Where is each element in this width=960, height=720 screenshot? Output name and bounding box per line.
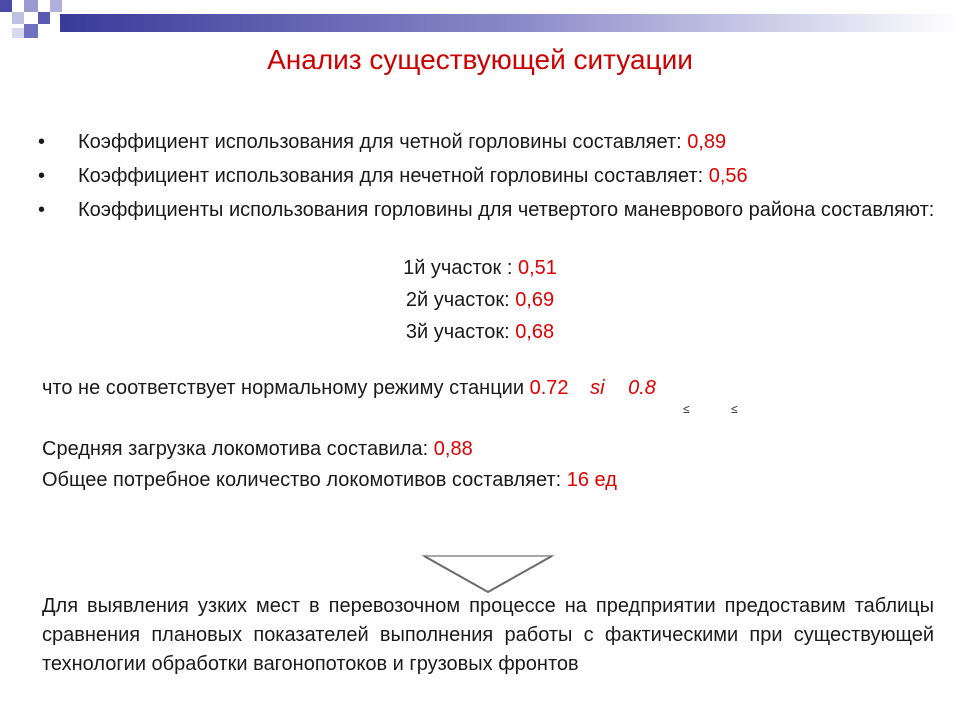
header-banner <box>0 0 960 40</box>
section-label: 2й участок: <box>405 289 510 311</box>
section-value: 0,69 <box>515 289 555 311</box>
bullet-text: Коэффициент использования для нечетной горловины составляет: <box>78 165 704 187</box>
bullet-value: 0,56 <box>708 165 748 187</box>
section-row <box>0 284 960 316</box>
le-sign: ≤ <box>731 402 738 416</box>
bullet-text: Коэффициенты использования горловины для четвертого маневрового района составляют: <box>78 199 935 221</box>
count-value: 16 ед <box>566 469 617 491</box>
section-row <box>0 252 960 284</box>
section-value: 0,51 <box>517 257 557 279</box>
section-row <box>0 316 960 348</box>
sections-block <box>0 252 960 348</box>
bullet-item <box>38 160 938 192</box>
bullet-icon: • <box>38 199 46 221</box>
norm-high: 0.8 <box>628 377 656 399</box>
count-text: Общее потребное количество локомотивов составляет: <box>42 469 562 491</box>
bullet-item <box>38 126 938 158</box>
load-text: Средняя загрузка локомотива составила: <box>42 438 429 460</box>
section-value: 0,68 <box>515 321 555 343</box>
load-line <box>42 435 473 463</box>
page-title: Анализ существующей ситуации <box>267 44 693 75</box>
norm-text: что не соответствует нормальному режиму станции <box>42 377 525 399</box>
count-line <box>42 466 617 494</box>
section-label: 1й участок : <box>403 257 513 279</box>
bullet-text: Коэффициент использования для четной горловины составляет: <box>78 131 682 153</box>
le-sign: ≤ <box>683 402 690 416</box>
load-value: 0,88 <box>433 438 473 460</box>
section-label: 3й участок: <box>405 321 510 343</box>
down-arrow-icon <box>420 552 556 596</box>
bullet-item <box>38 194 938 226</box>
bullet-icon: • <box>38 131 46 153</box>
bullet-icon: • <box>38 165 46 187</box>
bullet-list <box>38 126 938 228</box>
norm-var: si <box>590 377 605 399</box>
conclusion-paragraph: Для выявления узких мест в перевозочном процессе на предприятии предоставим таблицы сравнения плановых показателей выполнения работы с фактическими при существующей технологии обработки вагонопотоков и грузовых фронтов <box>42 595 934 675</box>
bullet-value: 0,89 <box>687 131 727 153</box>
norm-low: 0.72 <box>529 377 569 399</box>
norm-line <box>42 374 656 402</box>
